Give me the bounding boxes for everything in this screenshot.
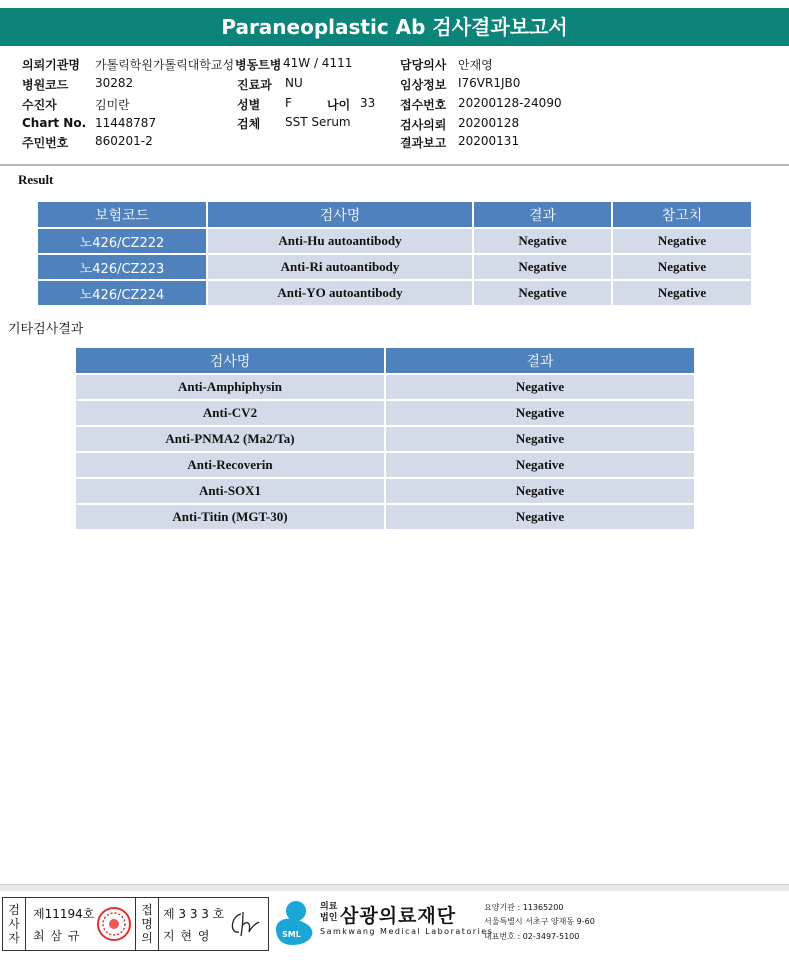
lab-address: 서울특별시 서초구 양재동 9-60 (484, 917, 595, 926)
result-cell: Negative (386, 453, 694, 477)
test-name-cell: Anti-PNMA2 (Ma2/Ta) (76, 427, 384, 451)
other-section-label: 기타검사결과 (8, 322, 84, 337)
result-cell: Negative (386, 401, 694, 425)
inspector-label (7, 903, 21, 945)
column-header: 보험코드 (38, 202, 206, 227)
result-table (36, 200, 753, 307)
clinical-info-field (400, 76, 521, 93)
column-header: 검사명 (208, 202, 472, 227)
test-name-cell: Anti-SOX1 (76, 479, 384, 503)
insurance-code-cell: 노426/CZ222 (38, 229, 206, 253)
field-value: I76VR1JB0 (458, 76, 521, 90)
field-value: SST Serum (285, 115, 351, 129)
hospital-name-field (22, 56, 235, 73)
inspector-license-no: 제11194호 (33, 907, 95, 921)
field-label: 검체 (237, 117, 261, 131)
column-header: 참고치 (613, 202, 751, 227)
lab-logo (272, 897, 595, 949)
vertical-label-text: 접명의 (141, 903, 153, 945)
lab-phone: 대표번호 : 02-3497-5100 (484, 932, 580, 941)
report-title: Paraneoplastic Ab 검사결과보고서 (0, 8, 789, 46)
header-divider (0, 164, 789, 166)
inspector-name: 최 삼 규 (33, 929, 81, 943)
field-value: 33 (360, 96, 376, 110)
approver-license-no: 제 3 3 3 호 (163, 907, 225, 921)
column-header: 결과 (474, 202, 611, 227)
field-value: 20200131 (458, 134, 520, 148)
result-cell: Negative (386, 479, 694, 503)
field-label: 진료과 (237, 78, 272, 92)
field-value: 김미란 (95, 98, 130, 112)
field-value: 41W / 4111 (283, 56, 353, 70)
table-row (76, 427, 694, 451)
table-row (38, 281, 751, 305)
report-date-field (400, 134, 520, 151)
field-value: 20200128-24090 (458, 96, 562, 110)
chart-no-field (22, 116, 157, 130)
field-value: 가톨릭학원가톨릭대학교성 (95, 58, 235, 72)
field-value: 11448787 (95, 116, 157, 130)
signature-icon (225, 908, 263, 940)
inspector-label-cell (3, 898, 26, 950)
column-header: 결과 (386, 348, 694, 373)
table-row (76, 453, 694, 477)
test-name-cell: Anti-Amphiphysin (76, 375, 384, 399)
field-label: Chart No. (22, 116, 87, 130)
reference-cell: Negative (613, 229, 751, 253)
logo-small-text: 의료법인 (320, 902, 338, 923)
department-field (237, 76, 303, 93)
specimen-field (237, 115, 351, 132)
doctor-field (400, 56, 493, 73)
signature-box (2, 897, 269, 951)
logo-mark-text: SML (282, 930, 301, 939)
approver-name: 지 현 영 (163, 929, 211, 943)
header-info (0, 52, 789, 160)
table-row (38, 255, 751, 279)
accession-no-field (400, 96, 562, 113)
table-row (76, 401, 694, 425)
field-label: 병동트병 (235, 58, 282, 72)
resident-no-field (22, 134, 153, 151)
table-row (76, 479, 694, 503)
field-value: NU (285, 76, 303, 90)
field-label: 수진자 (22, 98, 57, 112)
field-label: 결과보고 (400, 136, 447, 150)
vertical-label-text: 검사자 (8, 903, 20, 945)
field-label: 담당의사 (400, 58, 447, 72)
sex-field (237, 96, 292, 113)
table-row (76, 375, 694, 399)
test-name-cell: Anti-Titin (MGT-30) (76, 505, 384, 529)
institution-code: 요양기관 : 11365200 (484, 903, 564, 912)
reference-cell: Negative (613, 255, 751, 279)
test-name-cell: Anti-Hu autoantibody (208, 229, 472, 253)
field-label: 임상정보 (400, 78, 447, 92)
test-name-cell: Anti-Recoverin (76, 453, 384, 477)
insurance-code-cell: 노426/CZ224 (38, 281, 206, 305)
logo-english-text: Samkwang Medical Laboratories (320, 927, 494, 936)
patient-name-field (22, 96, 130, 113)
approver-label (140, 903, 154, 945)
result-cell: Negative (474, 229, 611, 253)
ward-field (235, 56, 353, 73)
table-row (76, 505, 694, 529)
result-cell: Negative (386, 505, 694, 529)
field-value: 30282 (95, 76, 134, 90)
test-name-cell: Anti-CV2 (76, 401, 384, 425)
other-results-table (74, 346, 696, 531)
field-label: 검사의뢰 (400, 118, 447, 132)
result-cell: Negative (474, 255, 611, 279)
inspector-seal-icon (95, 906, 133, 942)
field-label: 병원코드 (22, 78, 69, 92)
approver-label-cell (135, 898, 159, 950)
result-section-label: Result (18, 172, 54, 187)
result-cell: Negative (474, 281, 611, 305)
field-label: 의뢰기관명 (22, 58, 80, 72)
field-label: 나이 (327, 98, 351, 112)
insurance-code-cell: 노426/CZ223 (38, 255, 206, 279)
field-label: 성별 (237, 98, 261, 112)
field-value: 860201-2 (95, 134, 153, 148)
result-cell: Negative (386, 375, 694, 399)
test-name-cell: Anti-YO autoantibody (208, 281, 472, 305)
column-header: 검사명 (76, 348, 384, 373)
table-header-row (76, 348, 694, 373)
table-row (38, 229, 751, 253)
sml-logo-icon (272, 899, 318, 947)
field-label: 주민번호 (22, 136, 69, 150)
footer-divider (0, 884, 789, 891)
test-name-cell: Anti-Ri autoantibody (208, 255, 472, 279)
field-value: F (285, 96, 292, 110)
request-date-field (400, 116, 520, 133)
result-cell: Negative (386, 427, 694, 451)
reference-cell: Negative (613, 281, 751, 305)
age-field (327, 96, 376, 113)
table-header-row (38, 202, 751, 227)
hospital-code-field (22, 76, 134, 93)
field-value: 20200128 (458, 116, 520, 130)
field-label: 접수번호 (400, 98, 447, 112)
logo-main-text: 삼광의료재단 (340, 905, 457, 927)
field-value: 안재영 (458, 58, 493, 72)
